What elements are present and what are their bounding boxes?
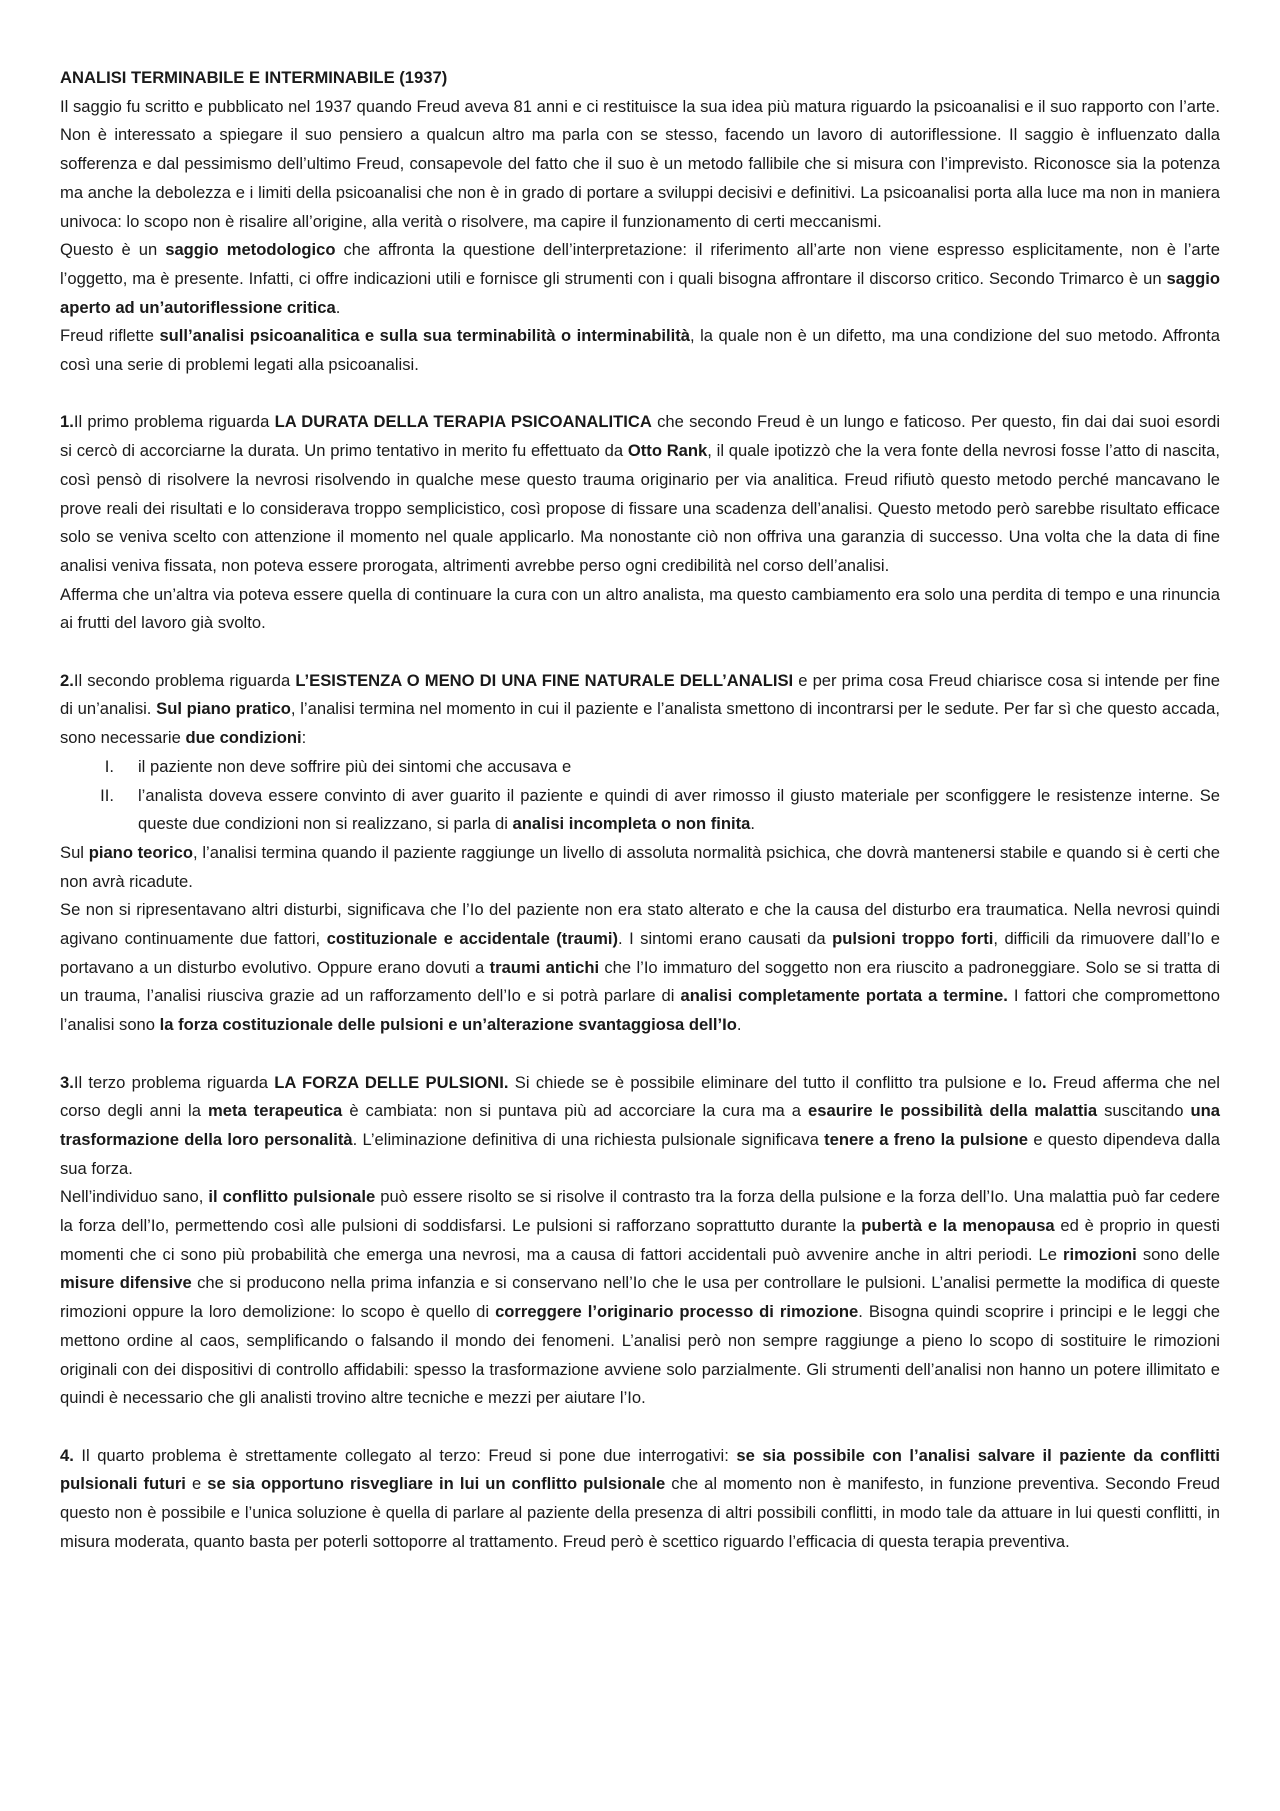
section-2-paragraph-2: Sul piano teorico, l’analisi termina quando il paziente raggiunge un livello di assoluta normalità psichica, che dovrà mantenersi stabile e quando si è certi che non avrà ricadute.	[60, 842, 1221, 891]
list-item: II. l’analista doveva essere convinto di aver guarito il paziente e quindi di aver rimosso il giusto materiale per sconfiggere le resistenze interne. Se queste due condizioni non si realizzano, si parla di analisi incompleta o non finita.	[100, 785, 1220, 834]
intro-paragraph-3: Freud riflette sull’analisi psicoanalitica e sulla sua terminabilità o interminabilità, la quale non è un difetto, ma una condizione del suo metodo. Affronta così una serie di problemi legati alla psicoanalisi.	[60, 326, 1220, 375]
intro-paragraph-2: Questo è un saggio metodologico che affronta la questione dell’interpretazione: il riferimento all’arte non viene espresso esplicitamente, non è l’arte l’oggetto, ma è presente. Infatti, ci offre indicazioni utili e fornisce gli strumenti con i quali bisogna affrontare il discorso critico. Secondo Trimarco è un saggio aperto ad un’autoriflessione critica.	[60, 240, 1220, 317]
section-number: 2.	[60, 670, 74, 690]
section-3-paragraph-2: Nell’individuo sano, il conflitto pulsionale può essere risolto se si risolve il contrasto tra la forza della pulsione e la forza dell’Io. Una malattia può far cedere la forza dell’Io, permettendo così alle pulsioni di soddisfarsi. Le pulsioni si rafforzano soprattutto durante la pubertà e la menopausa ed è proprio in questi momenti che ci sono più probabilità che emerga una nevrosi, ma a causa di fattori accidentali può avvenire anche in altri periodi. Le rimozioni sono delle misure difensive che si producono nella prima infanzia e si conservano nell’Io che le usa per controllare le pulsioni. L’analisi permette la modifica di queste rimozioni oppure la loro demolizione: lo scopo è quello di correggere l’originario processo di rimozione. Bisogna quindi scoprire i principi e le leggi che mettono ordine al caos, semplificando o falsando il mondo dei fenomeni. L’analisi però non sempre raggiunge a pieno lo scopo di sostituire le rimozioni originali con dei dispositivi di controllo affidabili: spesso la trasformazione avviene solo parzialmente. Gli strumenti dell’analisi non hanno un potere illimitato e quindi è necessario che gli analisti trovino altre tecniche e mezzi per aiutare l’Io.	[60, 1187, 1220, 1408]
document-title: ANALISI TERMINABILE E INTERMINABILE (1937)	[60, 68, 448, 87]
intro-paragraph-1: Il saggio fu scritto e pubblicato nel 1937 quando Freud aveva 81 anni e ci restituisce la sua idea più matura riguardo la psicoanalisi e il suo rapporto con l’arte. Non è interessato a spiegare il suo pensiero a qualcun altro ma parla con se stesso, facendo un lavoro di autoriflessione. Il saggio è influenzato dalla sofferenza e dal pessimismo dell’ultimo Freud, consapevole del fatto che il suo è un metodo fallibile che si misura con l’imprevisto. Riconosce sia la potenza ma anche la debolezza e i limiti della psicoanalisi che non è in grado di portare a sviluppi decisivi e definitivi. La psicoanalisi porta alla luce ma non in maniera univoca: lo scopo non è risalire all’origine, alla verità o risolvere, ma capire il funzionamento di certi meccanismi.	[60, 96, 1220, 231]
section-number: 4.	[60, 1445, 74, 1465]
section-2-paragraph-1: 2.Il secondo problema riguarda L’ESISTENZA O MENO DI UNA FINE NATURALE DELL’ANALISI e per prima cosa Freud chiarisce cosa si intende per fine di un’analisi. Sul piano pratico, l’analisi termina nel momento in cui il paziente e l’analista smettono di incontrarsi per le sedute. Per far sì che questo accada, sono necessarie due condizioni:	[60, 670, 1220, 748]
conditions-list	[60, 753, 1220, 839]
section-1-paragraph-1: 1.Il primo problema riguarda LA DURATA DELLA TERAPIA PSICOANALITICA che secondo Freud è un lungo e faticoso. Per questo, fin dai dai suoi esordi si cercò di accorciarne la durata. Un primo tentativo in merito fu effettuato da Otto Rank, il quale ipotizzò che la vera fonte della nevrosi fosse l’atto di nascita, così pensò di risolvere la nevrosi risolvendo in qualche mese questo trauma originario per via analitica. Freud rifiutò questo metodo perché mancavano le prove reali dei risultati e lo considerava troppo semplicistico, così propose di fissare una scadenza dell’analisi. Questo metodo però sarebbe risultato efficace solo se veniva scelto con attenzione il momento nel quale applicarlo. Ma nonostante ciò non offriva una garanzia di successo. Una volta che la data di fine analisi veniva fissata, non poteva essere prorogata, altrimenti avrebbe perso ogni credibilità nel corso dell’analisi.	[60, 412, 1221, 575]
section-4-paragraph-1: 4. Il quarto problema è strettamente collegato al terzo: Freud si pone due interrogativi: se sia possibile con l’analisi salvare il paziente da conflitti pulsionali futuri e se sia opportuno risvegliare in lui un conflitto pulsionale che al momento non è manifesto, in funzione preventiva. Secondo Freud questo non è possibile e l’unica soluzione è quella di parlare al paziente della presenza di altri possibili conflitti, in modo tale da attuare in lui questi conflitti, in misura moderata, quanto basta per poterli sottoporre al trattamento. Freud però è scettico riguardo l’efficacia di questa terapia preventiva.	[60, 1445, 1220, 1551]
section-1-paragraph-2: Afferma che un’altra via poteva essere quella di continuare la cura con un altro analista, ma questo cambiamento era solo una perdita di tempo e una rinuncia ai frutti del lavoro già svolto.	[60, 584, 1220, 633]
list-item: I. il paziente non deve soffrire più dei sintomi che accusava e	[104, 756, 572, 776]
section-number: 1.	[60, 412, 74, 432]
section-3-paragraph-1: 3.Il terzo problema riguarda LA FORZA DELLE PULSIONI. Si chiede se è possibile eliminare del tutto il conflitto tra pulsione e Io. Freud afferma che nel corso degli anni la meta terapeutica è cambiata: non si puntava più ad accorciare la cura ma a esaurire le possibilità della malattia suscitando una trasformazione della loro personalità. L’eliminazione definitiva di una richiesta pulsionale significava tenere a freno la pulsione e questo dipendeva dalla sua forza.	[60, 1072, 1220, 1178]
section-number: 3.	[60, 1072, 74, 1092]
section-2-paragraph-3: Se non si ripresentavano altri disturbi, significava che l’Io del paziente non era stato alterato e che la causa del disturbo era traumatica. Nella nevrosi quindi agivano continuamente due fattori, costituzionale e accidentale (traumi). I sintomi erano causati da pulsioni troppo forti, difficili da rimuovere dall’Io e portavano a un disturbo evolutivo. Oppure erano dovuti a traumi antichi che l’Io immaturo del soggetto non era riuscito a padroneggiare. Solo se si tratta di un trauma, l’analisi riusciva grazie ad un rafforzamento dell’Io e si potrà parlare di analisi completamente portata a termine. I fattori che compromettono l’analisi sono la forza costituzionale delle pulsioni e un’alterazione svantaggiosa dell’Io.	[60, 900, 1221, 1035]
